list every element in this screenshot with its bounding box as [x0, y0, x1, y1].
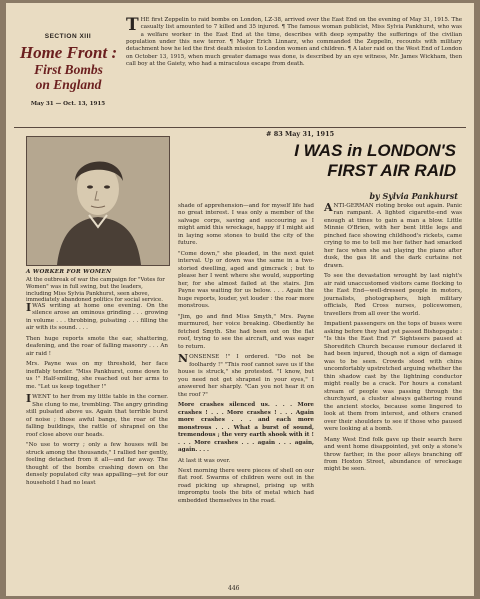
- col2-paragraph: [178, 203, 314, 248]
- article-number-date: # 83 May 31, 1915: [266, 130, 335, 138]
- col2-p4-text: More crashes silenced us. . . . More crashes ! . . . More crashes ! . . . Again more crashes . . . and each more monstrous . . . What a burst of sound, tremendous ; the very earth shook with it ! . . . More crashes . . . again . . . again, again. . . .: [178, 402, 314, 454]
- col1-p4-text: "No use to worry ; only a few houses will be struck among the thousands," I rallied her gently, feeling detached from it all—and far away. The thought of the bombs crashing down on the densely populated city was appalling—yet for our household I had no least: [26, 442, 168, 486]
- col1-p2-text: Mrs. Payne was on my threshold, her face ineffably tender. "Miss Pankhurst, come down to us !" Half-smiling, she reached out her arms to me. "Let us keep together !": [26, 361, 168, 390]
- col2-p6-text: Next morning there were pieces of shell on our flat roof. Swarms of children were out in the road picking up shrapnel, prising up with impromptu tools the bits of metal which had embedded themselves in the road.: [178, 467, 314, 504]
- article-title: [192, 141, 456, 180]
- col1-paragraph: [26, 442, 168, 487]
- col3-paragraph: [324, 437, 462, 474]
- sidebar-title-line2: First Bombs: [34, 62, 103, 78]
- col3-p0-dropcap: A: [324, 201, 333, 214]
- sidebar-title-line1: Home Front :: [19, 43, 118, 62]
- col1-paragraph: [26, 303, 168, 333]
- col2-p3-text: ONSENSE !" I ordered. "Do not be foolhardy !" "This roof cannot save us if the house is struck," she protested. "I know, but you need not get shrapnel in your eyes," I answered her sharply. "Can you not hear it on the roof ?": [178, 354, 314, 398]
- col2-paragraph: [178, 354, 314, 399]
- col1-paragraph: [26, 336, 168, 358]
- col2-p5-text: At last it was over.: [178, 457, 231, 464]
- col2-paragraph: [178, 458, 314, 465]
- article-column-3: [324, 203, 462, 477]
- intro-dropcap: T: [126, 15, 139, 35]
- col2-paragraph: [178, 402, 314, 454]
- col3-p2-text: Impatient passengers on the tops of buses were asking before they had yet passed Bishopsgate : "Is this the East End ?" Sightseers paused at Shoreditch Church because rumour declared it had been injured, though not a sign of damage was to be seen. Crowds stood with chins uncomfortably upstretched arguing whether the thin shadow cast by the lightning conductor might really be a crack. For hours a constant stream of people was passing through the churchyard, a cluster always gathering round the ancient stocks, because some lingered to look at them from interest, and others craned over their shoulders to see if those who paused were looking at a bomb.: [324, 321, 462, 433]
- portrait-image: [27, 137, 169, 265]
- col2-paragraph: [178, 251, 314, 311]
- photo-title: A WORKER FOR WOMEN: [26, 269, 112, 275]
- intro-text: HE first Zeppelin to raid bombs on London, LZ-38, arrived over the East End on the evening of May 31, 1915. The casualty list amounted to 7 killed and 35 injured. ¶ The famous woman publicist, Miss Sylvia Pankhurst, who was a welfare worker in the East End at the time, describes with deep sympathy the sufferings of the civilian population under this new terror. ¶ Major Erich Linnarz, who commanded the Zeppelin, recounts with military detachment how he led the first death mission to London women and children. ¶ A later raid on the West End of London on October 13, 1915, when much greater damage was done, is described by an eye witness, Mr. James Wickham, then call boy at the Gaiety, who had a miraculous escape from death.: [126, 17, 462, 67]
- col3-p3-text: Many West End folk gave up their search here and went home disappointed, yet only a stone's throw farther, in the poor alleys branching off from Hoxton Street, abundance of wreckage might be seen.: [324, 436, 462, 473]
- magazine-page: [6, 3, 474, 596]
- col3-paragraph: [324, 203, 462, 270]
- col1-p3-text: WENT to her from my little table in the corner. She clung to me, trembling. The angry grinding still pulsated above us. Again that terrible burst of noise ; those awful bangs, the roar of the falling buildings, the rattle of shrapnel on the roof close above our heads.: [26, 394, 168, 438]
- sidebar-dates: May 31 — Oct. 13, 1915: [30, 101, 106, 107]
- col1-p1-text: Then huge reports smote the ear, shattering, deafening, and the roar of falling masonry . . . An air raid !: [26, 335, 168, 357]
- sidebar-title: [16, 43, 121, 92]
- article-byline: by Sylvia Pankhurst: [369, 191, 458, 201]
- col3-paragraph: [324, 321, 462, 433]
- article-title-line1: I WAS in LONDON'S: [294, 141, 456, 160]
- article-title-line2: FIRST AIR RAID: [327, 160, 456, 180]
- col2-paragraph: [178, 314, 314, 351]
- article-column-1: [26, 303, 168, 490]
- intro-paragraph: [126, 17, 462, 68]
- col3-p0-text: NTI-GERMAN rioting broke out again. Panic ran rampant. A lighted cigarette-end was enough at times to gain a man a blow. Little Minnie O'Brien, with her bent little legs and pinched face showing childhood's rickets, came crying to me to tell me her father had smacked her face when she sat playing the piano after dusk, the gas lit and the dark curtains not drawn.: [324, 203, 462, 269]
- section-label: SECTION XIII: [44, 33, 92, 40]
- col1-paragraph: [26, 361, 168, 391]
- col2-p2-text: "Jim, go and find Miss Smyth," Mrs. Payne murmured, her voice breaking. Obediently he fetched Smyth. She had been out on the flat roof, trying to see the aircraft, and was eager to return.: [178, 313, 314, 350]
- photo-caption: At the outbreak of war the campaign for "Votes for Women" was in full swing, but the leaders, including Miss Sylvia Pankhurst, seen above, immediately abandoned politics for social service.: [26, 277, 165, 304]
- col3-p1-text: To see the devastation wrought by last night's air raid unaccustomed visitors came flocking to the East End—well-dressed people in motors, journalists, photographers, high military officials, Red Cross nurses, policewomen, travellers from all over the world.: [324, 273, 462, 317]
- col1-p0-dropcap: I: [26, 301, 32, 314]
- portrait-photo: [26, 136, 170, 266]
- col2-p3-dropcap: N: [178, 352, 189, 366]
- article-column-2: [178, 203, 314, 508]
- divider-rule: [14, 127, 466, 128]
- sidebar-title-line3: on England: [35, 77, 102, 93]
- col2-paragraph: [178, 468, 314, 505]
- col2-p0-text: shade of apprehension—and for myself life had no great interest. I was only a member of the salvage corps, saving and succouring as I might amid this wreckage, happy if I might aid in laying some stones to build the city of the future.: [178, 203, 314, 247]
- col1-paragraph: [26, 394, 168, 439]
- col2-p1-text: "Come down," she pleaded, in the next quiet interval. Up or down was the same in a two-storied dwelling, aged and gimcrack ; but to please her I went where she would, supporting her, for she almost failed at the stairs. Jim Payne was waiting for us below. . . . Again the huge reports, louder, yet louder : the roar more monstrous.: [178, 250, 314, 310]
- col3-paragraph: [324, 273, 462, 318]
- page-number: 446: [228, 585, 240, 592]
- col1-p0-text: WAS writing at home one evening. On the silence arose an ominous grinding . . . growing in volume . . . throbbing, pulsating . . . filling the air with its sound. . . .: [26, 303, 168, 332]
- col1-p3-dropcap: I: [26, 392, 32, 406]
